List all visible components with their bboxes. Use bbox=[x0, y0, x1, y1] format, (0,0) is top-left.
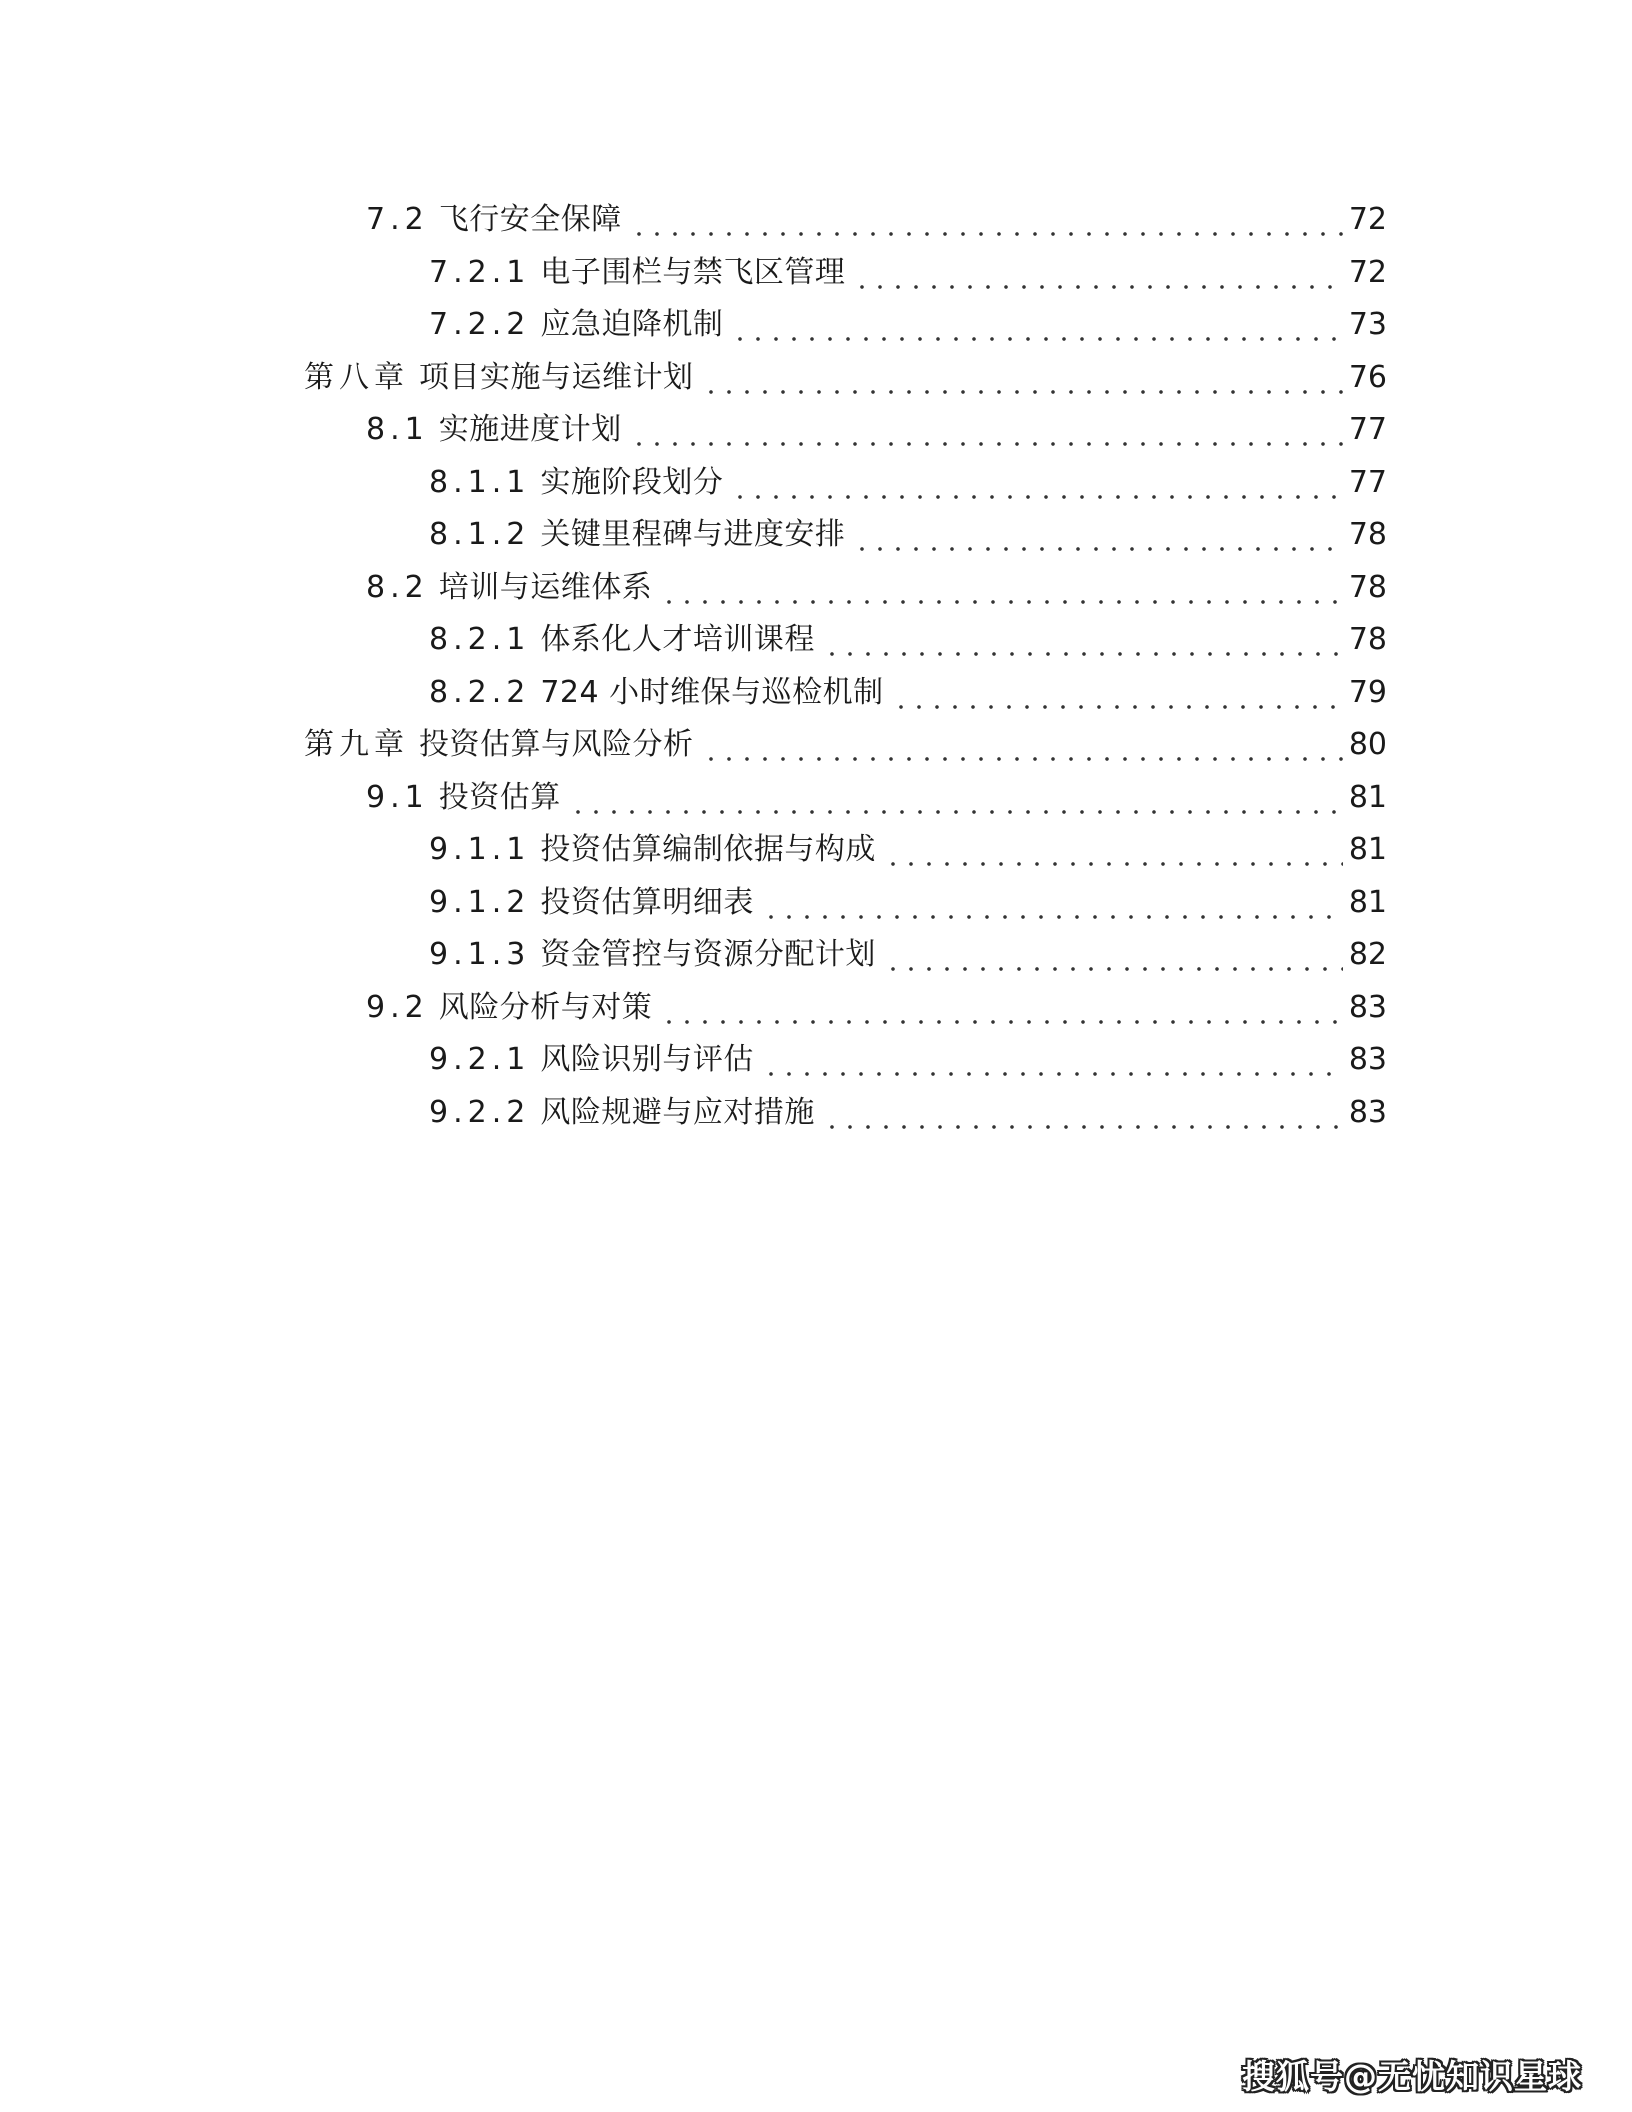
toc-entry-number: 7.2.1 bbox=[429, 255, 531, 290]
toc-dot-leader bbox=[853, 253, 1342, 293]
toc-entry-number: 9.1 bbox=[366, 780, 429, 815]
toc-entry-number: 8.1.2 bbox=[429, 517, 531, 552]
toc-entry-label bbox=[366, 568, 652, 608]
toc-entry-label bbox=[429, 673, 884, 713]
toc-entry-title: 风险识别与评估 bbox=[540, 1042, 754, 1077]
toc-entry-label bbox=[429, 620, 815, 660]
toc-entry-title: 实施进度计划 bbox=[438, 412, 622, 447]
toc-entry-label bbox=[366, 200, 622, 240]
toc-dot-leader bbox=[823, 620, 1343, 660]
toc-entry[interactable] bbox=[366, 564, 1387, 608]
toc-dot-leader bbox=[762, 883, 1343, 923]
toc-entry[interactable] bbox=[366, 984, 1387, 1028]
toc-entry-label bbox=[304, 725, 694, 765]
toc-dot-leader bbox=[660, 568, 1343, 608]
toc-page-number: 73 bbox=[1348, 307, 1387, 342]
toc-entry-title: 投资估算 bbox=[438, 780, 561, 815]
toc-dot-leader bbox=[731, 305, 1342, 345]
toc-page-number: 80 bbox=[1348, 727, 1387, 762]
toc-entry[interactable] bbox=[429, 931, 1387, 975]
toc-page-number: 77 bbox=[1348, 412, 1387, 447]
toc-dot-leader bbox=[702, 725, 1343, 765]
toc-entry-label bbox=[429, 883, 754, 923]
toc-entry-number: 9.1.1 bbox=[429, 832, 531, 867]
toc-page-number: 76 bbox=[1348, 360, 1387, 395]
toc-entry[interactable] bbox=[429, 1089, 1387, 1133]
toc-entry[interactable] bbox=[366, 406, 1387, 450]
toc-entry-label bbox=[429, 463, 723, 503]
toc-page-number: 81 bbox=[1348, 780, 1387, 815]
toc-entry-number: 8.1 bbox=[366, 412, 429, 447]
toc-entry-number: 7.2.2 bbox=[429, 307, 531, 342]
toc-entry-title: 体系化人才培训课程 bbox=[540, 622, 815, 657]
toc-entry-title: 项目实施与运维计划 bbox=[419, 360, 694, 395]
toc-entry-title: 培训与运维体系 bbox=[438, 570, 653, 605]
toc-entry-label bbox=[429, 1040, 754, 1080]
toc-entry-title: 风险规避与应对措施 bbox=[540, 1095, 815, 1130]
toc-entry-label bbox=[366, 410, 622, 450]
toc-entry-label bbox=[429, 305, 723, 345]
toc-dot-leader bbox=[630, 200, 1343, 240]
toc-entry-title: 投资估算与风险分析 bbox=[419, 727, 694, 762]
toc-dot-leader bbox=[823, 1093, 1343, 1133]
toc-entry-number: 9.2 bbox=[366, 990, 429, 1025]
toc-entry[interactable] bbox=[304, 721, 1387, 765]
toc-entry-label bbox=[366, 988, 652, 1028]
toc-page-number: 78 bbox=[1348, 570, 1387, 605]
toc-entry[interactable] bbox=[429, 616, 1387, 660]
toc-entry-title: 724 小时维保与巡检机制 bbox=[540, 675, 884, 710]
toc-dot-leader bbox=[702, 358, 1343, 398]
toc-page-number: 77 bbox=[1348, 465, 1387, 500]
toc-entry-title: 资金管控与资源分配计划 bbox=[540, 937, 876, 972]
toc-entry-label bbox=[304, 358, 694, 398]
toc-page-number: 78 bbox=[1348, 622, 1387, 657]
toc-dot-leader bbox=[853, 515, 1342, 555]
toc-entry-number: 8.2.1 bbox=[429, 622, 531, 657]
toc-entry-number: 8.2.2 bbox=[429, 675, 531, 710]
toc-entry-number: 7.2 bbox=[366, 202, 429, 237]
toc-dot-leader bbox=[762, 1040, 1343, 1080]
toc-entry-number: 第九章 bbox=[304, 727, 409, 762]
toc-entry-title: 风险分析与对策 bbox=[438, 990, 653, 1025]
toc-entry-label bbox=[429, 515, 845, 555]
toc-page-number: 72 bbox=[1348, 202, 1387, 237]
toc-entry-title: 电子围栏与禁飞区管理 bbox=[540, 255, 846, 290]
toc-entry-label bbox=[429, 1093, 815, 1133]
toc-entry-number: 9.2.1 bbox=[429, 1042, 531, 1077]
toc-dot-leader bbox=[569, 778, 1343, 818]
toc-dot-leader bbox=[660, 988, 1343, 1028]
toc-entry[interactable] bbox=[366, 196, 1387, 240]
toc-entry-title: 应急迫降机制 bbox=[540, 307, 724, 342]
toc-entry-title: 投资估算明细表 bbox=[540, 885, 754, 920]
toc-entry[interactable] bbox=[429, 1036, 1387, 1080]
toc-page-number: 78 bbox=[1348, 517, 1387, 552]
toc-page-number: 82 bbox=[1348, 937, 1387, 972]
toc-entry[interactable] bbox=[429, 879, 1387, 923]
toc-entry-label bbox=[429, 935, 876, 975]
toc-page-number: 81 bbox=[1348, 885, 1387, 920]
toc-dot-leader bbox=[630, 410, 1343, 450]
toc-entry[interactable] bbox=[304, 354, 1387, 398]
toc-page-number: 79 bbox=[1348, 675, 1387, 710]
toc-page-number: 83 bbox=[1348, 1095, 1387, 1130]
toc-page-number: 83 bbox=[1348, 990, 1387, 1025]
toc-entry-label bbox=[429, 253, 845, 293]
watermark: 搜狐号@无忧知识星球 bbox=[1242, 2057, 1582, 2096]
toc-entry-label bbox=[366, 778, 561, 818]
toc-dot-leader bbox=[731, 463, 1342, 503]
toc-entry-number: 9.2.2 bbox=[429, 1095, 531, 1130]
toc-entry-title: 实施阶段划分 bbox=[540, 465, 724, 500]
toc-entry-title: 关键里程碑与进度安排 bbox=[540, 517, 846, 552]
toc-page-number: 81 bbox=[1348, 832, 1387, 867]
toc-entry-label bbox=[429, 830, 876, 870]
toc-page-number: 72 bbox=[1348, 255, 1387, 290]
toc-entry-number: 8.1.1 bbox=[429, 465, 531, 500]
toc-entry-number: 第八章 bbox=[304, 360, 409, 395]
toc-entry-number: 9.1.2 bbox=[429, 885, 531, 920]
toc-entry[interactable] bbox=[429, 669, 1387, 713]
toc-entry[interactable] bbox=[429, 301, 1387, 345]
toc-entry-number: 8.2 bbox=[366, 570, 429, 605]
toc-entry[interactable] bbox=[429, 249, 1387, 293]
toc-entry-number: 9.1.3 bbox=[429, 937, 531, 972]
toc-entry-title: 投资估算编制依据与构成 bbox=[540, 832, 876, 867]
toc-dot-leader bbox=[892, 673, 1343, 713]
toc-entry[interactable] bbox=[429, 459, 1387, 503]
toc-entry[interactable] bbox=[366, 774, 1387, 818]
toc-entry[interactable] bbox=[429, 826, 1387, 870]
toc-dot-leader bbox=[884, 830, 1343, 870]
toc-dot-leader bbox=[884, 935, 1343, 975]
toc-page-number: 83 bbox=[1348, 1042, 1387, 1077]
toc-entry[interactable] bbox=[429, 511, 1387, 555]
toc-entry-title: 飞行安全保障 bbox=[438, 202, 622, 237]
